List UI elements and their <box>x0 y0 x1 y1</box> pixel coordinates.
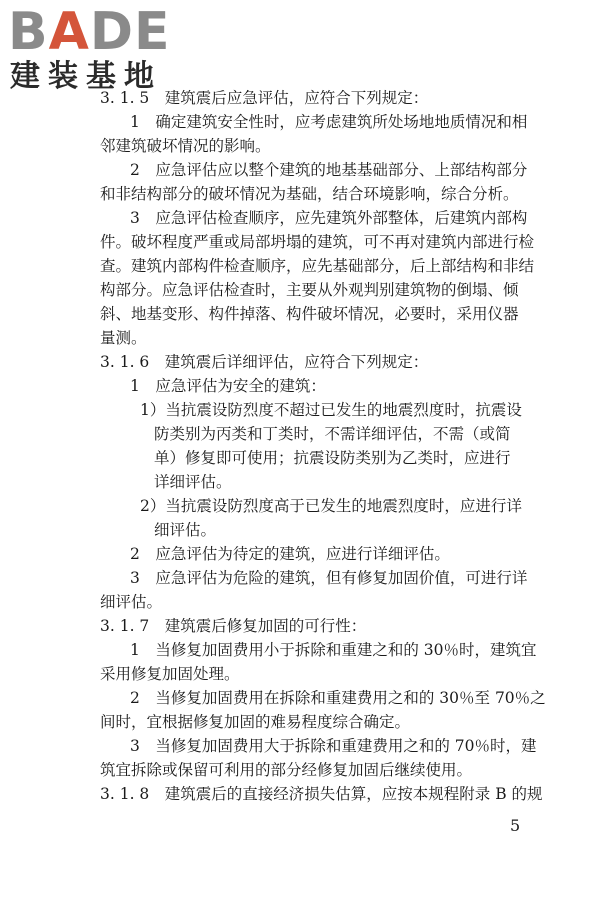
logo-subtitle: 建装基地 <box>10 59 162 94</box>
logo-wordmark: BADE <box>8 2 171 62</box>
body-text-line: 间时，宜根据修复加固的难易程度综合确定。 <box>100 713 411 731</box>
body-text-line: 量测。 <box>100 329 147 347</box>
body-text-line: 查。建筑内部构件检查顺序，应先基础部分，后上部结构和非结 <box>100 257 535 275</box>
body-text-line: 详细评估。 <box>154 473 232 491</box>
body-text-line: 2 应急评估为待定的建筑，应进行详细评估。 <box>130 545 450 563</box>
body-text-line: 筑宜拆除或保留可利用的部分经修复加固后继续使用。 <box>100 761 473 779</box>
body-text-line: 件。破坏程度严重或局部坍塌的建筑，可不再对建筑内部进行检 <box>100 233 535 251</box>
body-text-line: 和非结构部分的破坏情况为基础，结合环境影响，综合分析。 <box>100 185 519 203</box>
body-text-line: 构部分。应急评估检查时，主要从外观判别建筑物的倒塌、倾 <box>100 281 519 299</box>
body-text-line: 防类别为丙类和丁类时，不需详细评估，不需（或简 <box>154 425 511 443</box>
document-body <box>100 86 546 806</box>
section-heading-line: 3. 1. 8 建筑震后的直接经济损失估算，应按本规程附录 B 的规 <box>100 785 543 803</box>
body-text-line: 1 应急评估为安全的建筑： <box>130 377 326 395</box>
body-text-line: 1 当修复加固费用小于拆除和重建之和的 30％时，建筑宜 <box>130 641 537 659</box>
body-text-line: 2 当修复加固费用在拆除和重建费用之和的 30％至 70％之 <box>130 689 546 707</box>
body-text-line: 采用修复加固处理。 <box>100 665 240 683</box>
body-text-line: 1 确定建筑安全性时，应考虑建筑所处场地地质情况和相 <box>130 113 528 131</box>
body-text-line: 细评估。 <box>100 593 163 611</box>
body-text-line: 斜、地基变形、构件掉落、构件破坏情况，必要时，采用仪器 <box>100 305 519 323</box>
body-text-line: 1）当抗震设防烈度不超过已发生的地震烈度时，抗震设 <box>140 401 522 419</box>
page-number: 5 <box>510 816 521 835</box>
body-text-line: 2 应急评估应以整个建筑的地基基础部分、上部结构部分 <box>130 161 528 179</box>
body-text-line: 单）修复即可使用；抗震设防类别为乙类时，应进行 <box>154 449 511 467</box>
body-text-line: 邻建筑破坏情况的影响。 <box>100 137 271 155</box>
section-heading-line: 3. 1. 7 建筑震后修复加固的可行性： <box>100 617 367 635</box>
body-text-line: 2）当抗震设防烈度高于已发生的地震烈度时，应进行详 <box>140 497 522 515</box>
section-heading-line: 3. 1. 6 建筑震后详细评估，应符合下列规定： <box>100 353 429 371</box>
section-heading-line: 3. 1. 5 建筑震后应急评估，应符合下列规定： <box>100 89 429 107</box>
body-text-line: 3 应急评估检查顺序，应先建筑外部整体，后建筑内部构 <box>130 209 528 227</box>
body-text-line: 3 应急评估为危险的建筑，但有修复加固价值，可进行详 <box>130 569 528 587</box>
logo <box>8 4 178 94</box>
body-text-line: 3 当修复加固费用大于拆除和重建费用之和的 70％时，建 <box>130 737 537 755</box>
body-text-line: 细评估。 <box>154 521 217 539</box>
